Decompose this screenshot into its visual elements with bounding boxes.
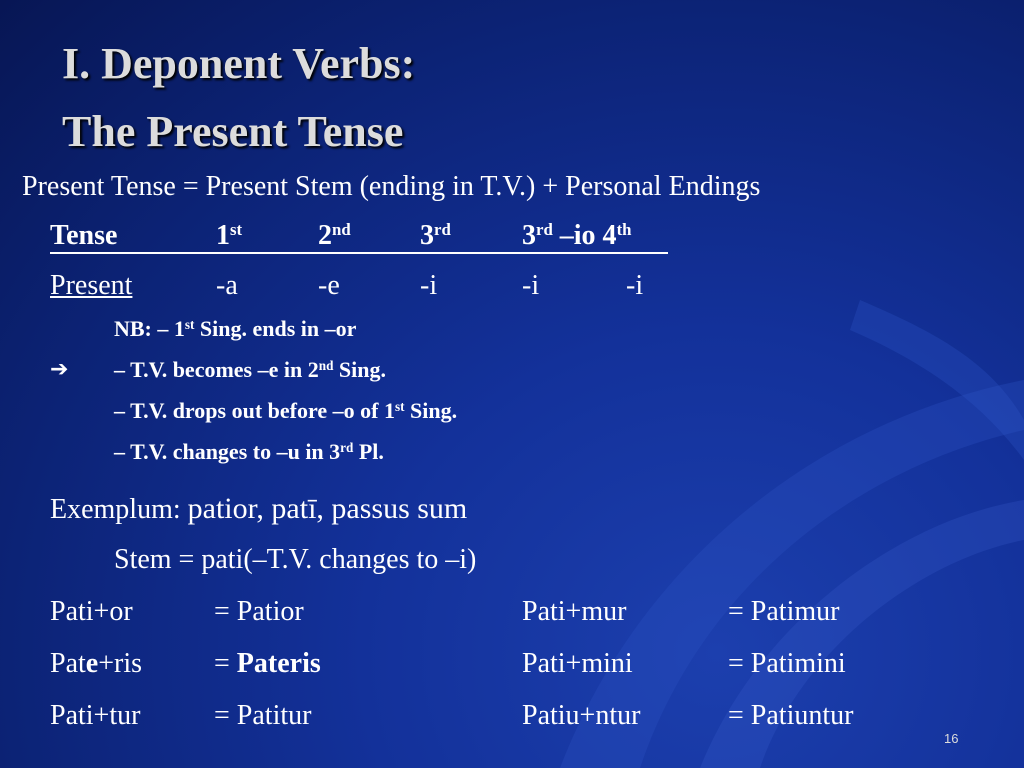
- slide-number: 16: [944, 731, 959, 746]
- stem-line: Stem = pati(–T.V. changes to –i): [114, 544, 477, 575]
- right-arrow-icon: ➔: [50, 357, 69, 382]
- header-1st: 1st: [216, 219, 243, 251]
- conjugation-table: [50, 598, 910, 738]
- result-2pl: = Patimini: [728, 648, 846, 679]
- formula-text: Present Tense = Present Stem (ending in T.V.) + Personal Endings: [22, 171, 761, 202]
- form-3pl: Patiu+ntur: [522, 700, 641, 731]
- present-ending-1: -a: [216, 270, 238, 301]
- result-1sg: = Patior: [214, 596, 304, 627]
- present-ending-4: -i: [626, 270, 644, 301]
- present-ending-3: -i: [420, 270, 438, 301]
- table-row: [50, 650, 910, 684]
- present-row: [50, 272, 670, 304]
- present-ending-2: -e: [318, 270, 340, 301]
- result-3pl: = Patiuntur: [728, 700, 854, 731]
- form-1pl: Pati+mur: [522, 596, 627, 627]
- note-tv-2nd-sing: – T.V. becomes –e in 2nd Sing.: [114, 357, 386, 382]
- header-underline: [50, 252, 668, 254]
- header-3rd: 3rd: [420, 219, 451, 251]
- form-1sg: Pati+or: [50, 596, 133, 627]
- result-1pl: = Patimur: [728, 596, 840, 627]
- table-header: [50, 219, 668, 254]
- table-row: [50, 598, 910, 632]
- header-tense: Tense: [50, 220, 118, 251]
- example-line: [50, 494, 467, 524]
- note-tv-3rd-pl: – T.V. changes to –u in 3rd Pl.: [114, 439, 384, 464]
- table-row: [50, 702, 910, 736]
- result-2sg: = Pateris: [214, 648, 321, 679]
- result-3sg: = Patitur: [214, 700, 312, 731]
- present-label: Present: [50, 270, 133, 301]
- example-label: Exemplum:: [50, 494, 188, 525]
- slide-title-line2: The Present Tense: [62, 107, 404, 156]
- note-nb: NB: – 1st Sing. ends in –or: [114, 316, 357, 341]
- form-3sg: Pati+tur: [50, 700, 141, 731]
- header-3rd-io-4th: 3rd –io 4th: [522, 219, 632, 251]
- note-tv-1st-sing: – T.V. drops out before –o of 1st Sing.: [114, 398, 458, 423]
- principal-parts: patior, patī, passus sum: [187, 492, 468, 525]
- header-2nd: 2nd: [318, 219, 351, 251]
- form-2sg: Pate+ris: [50, 648, 143, 679]
- form-2pl: Pati+mini: [522, 648, 633, 679]
- slide-title-line1: I. Deponent Verbs:: [62, 39, 416, 88]
- present-ending-3io: -i: [522, 270, 540, 301]
